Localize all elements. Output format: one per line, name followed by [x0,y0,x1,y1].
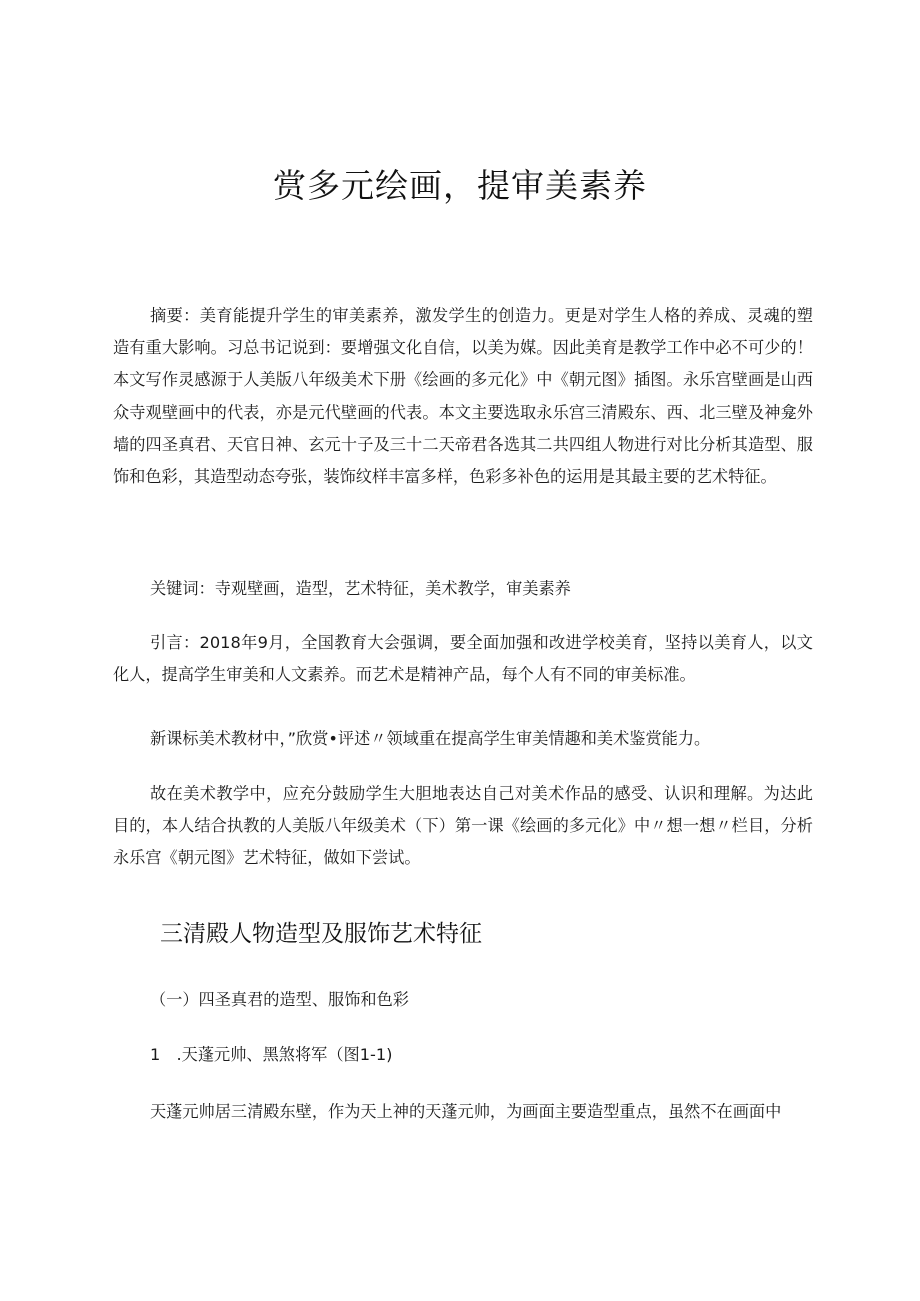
curriculum-paragraph: 新课标美术教材中，”欣赏•评述〃领域重在提高学生审美情趣和美术鉴赏能力。 [150,729,711,748]
section-heading: 三清殿人物造型及服饰艺术特征 [160,921,482,947]
sub-heading: （一）四圣真君的造型、服饰和色彩 [150,990,409,1009]
item-heading: 1 .天蓬元帅、黑煞将军（图1-1) [150,1045,393,1064]
abstract-paragraph: 摘要：美育能提升学生的审美素养，激发学生的创造力。更是对学生人格的养成、灵魂的塑造有重大影响。习总书记说到：要增强文化自信，以美为媒。因此美育是教学工作中必不可少的！本文写作灵感源于人美版八年级美术下册《绘画的多元化》中《朝元图》插图。永乐宫壁画是山西众寺观壁画中的代表，亦是元代壁画的代表。本文主要选取永乐宫三清殿东、西、北三壁及神龛外墙的四圣真君、天官日神、玄元十子及三十二天帝君各选其二共四组人物进行对比分析其造型、服饰和色彩，其造型动态夸张，装饰纹样丰富多样，色彩多补色的运用是其最主要的艺术特征。 [113,306,813,487]
body-paragraph-start: 天蓬元帅居三清殿东壁，作为天上神的天蓬元帅，为画面主要造型重点，虽然不在画面中 [150,1102,782,1121]
introduction-block [113,627,813,691]
purpose-paragraph: 故在美术教学中，应充分鼓励学生大胆地表达自己对美术作品的感受、认识和理解。为达此目的，本人结合执教的人美版八年级美术（下）第一课《绘画的多元化》中〃想一想〃栏目，分析永乐宫《朝元图》艺术特征，做如下尝试。 [113,784,813,868]
introduction-paragraph: 引言：2018年9月，全国教育大会强调，要全面加强和改进学校美育，坚持以美育人，以文化人，提高学生审美和人文素养。而艺术是精神产品，每个人有不同的审美标准。 [113,633,813,685]
abstract-block [113,300,813,493]
keywords-block [113,573,813,605]
document-title: 赏多元绘画，提审美素养 [273,166,647,205]
keywords-paragraph: 关键词：寺观壁画，造型，艺术特征，美术教学，审美素养 [150,579,571,598]
curriculum-block [113,723,813,755]
purpose-block [113,778,813,875]
